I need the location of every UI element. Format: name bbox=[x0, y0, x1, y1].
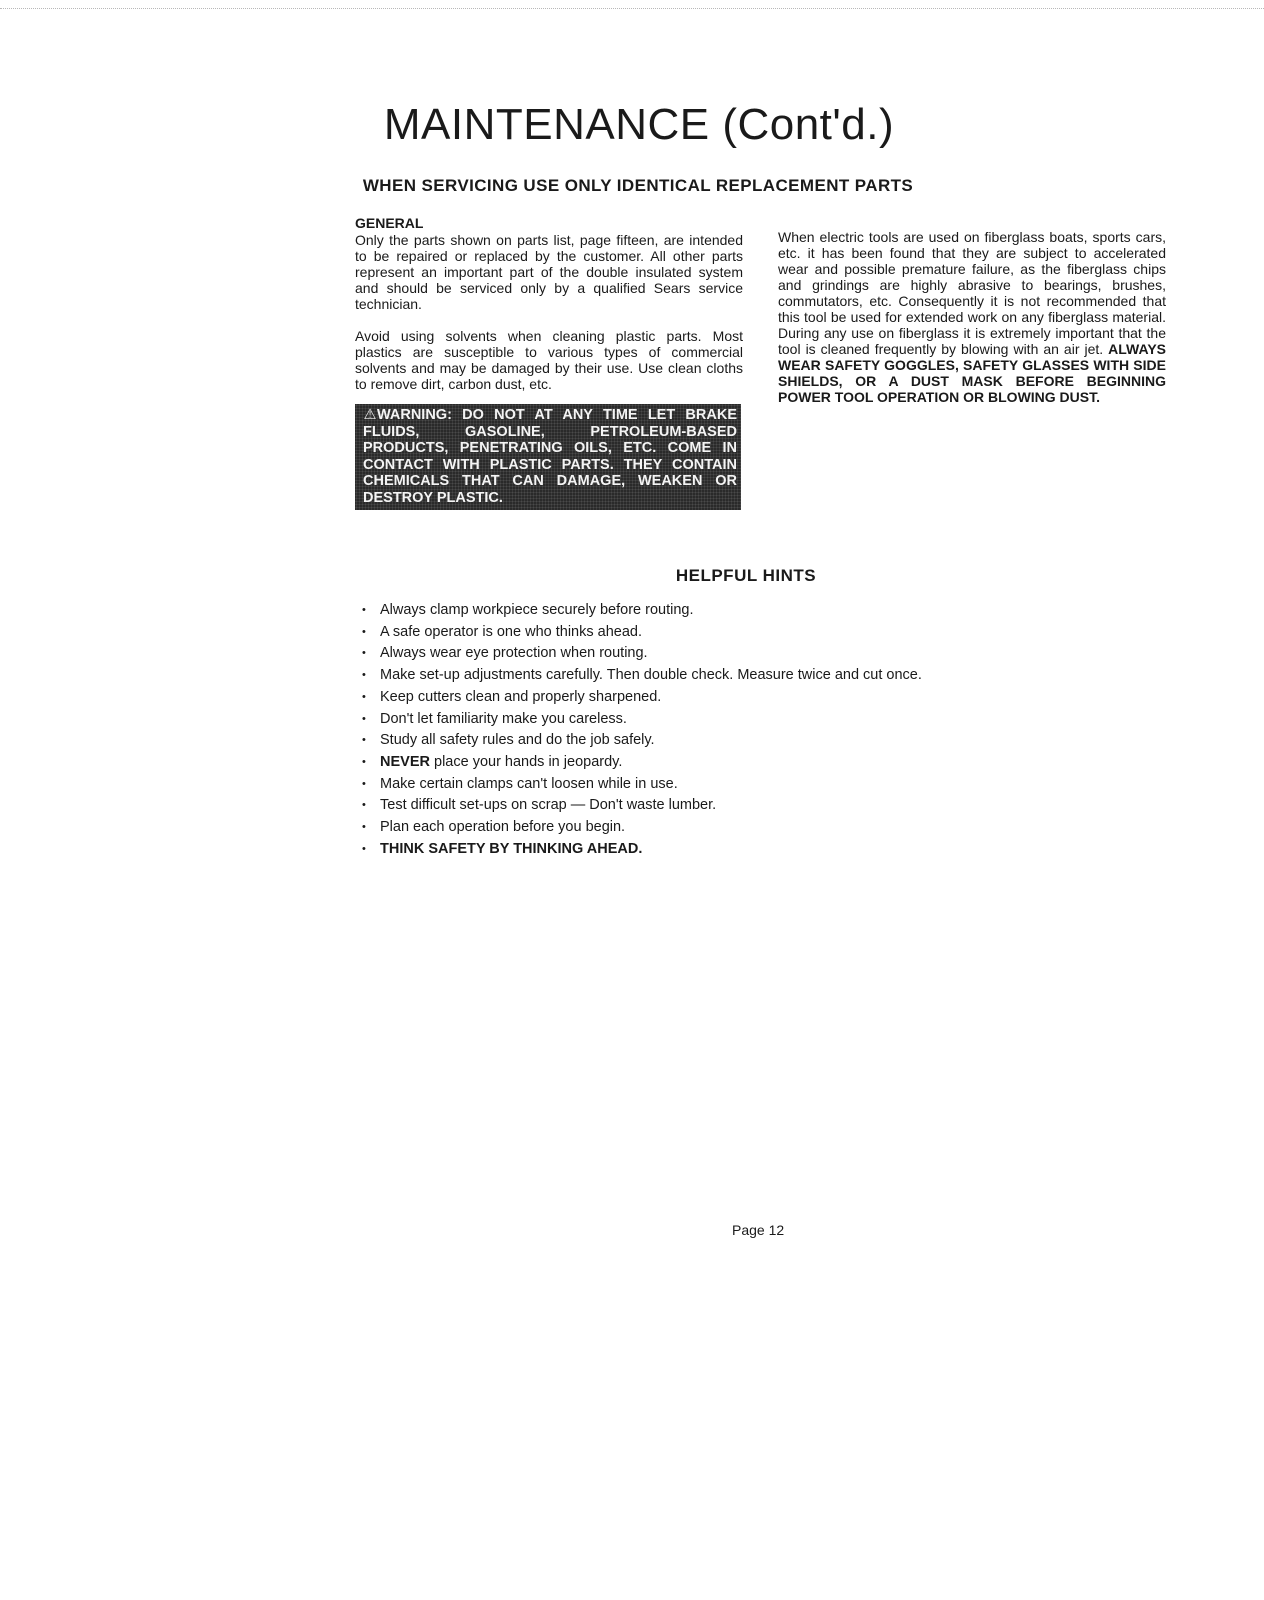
list-item: • Make set-up adjustments carefully. Then double check. Measure twice and cut once. bbox=[362, 665, 1062, 687]
list-item: • Plan each operation before you begin. bbox=[362, 817, 1062, 839]
helpful-hints-list bbox=[362, 600, 1062, 860]
bullet-icon: • bbox=[362, 821, 366, 834]
bullet-icon: • bbox=[362, 842, 366, 855]
bullet-icon: • bbox=[362, 755, 366, 768]
never-emphasis: NEVER bbox=[380, 753, 430, 770]
list-item: • THINK SAFETY BY THINKING AHEAD. bbox=[362, 839, 1062, 861]
left-column bbox=[355, 215, 743, 510]
bullet-icon: • bbox=[362, 625, 366, 638]
list-item: • Study all safety rules and do the job safely. bbox=[362, 730, 1062, 752]
warning-text: WARNING: DO NOT AT ANY TIME LET BRAKE FLUIDS, GASOLINE, PETROLEUM-BASED PRODUCTS, PENETRATING OILS, ETC. COME IN CONTACT WITH PLASTIC PARTS. THEY CONTAIN CHEMICALS THAT CAN DAMAGE, WEAKEN OR DESTROY PLASTIC. bbox=[363, 407, 737, 506]
bullet-icon: • bbox=[362, 647, 366, 660]
bullet-icon: • bbox=[362, 690, 366, 703]
list-item: • Always clamp workpiece securely before routing. bbox=[362, 600, 1062, 622]
list-item: • Keep cutters clean and properly sharpened. bbox=[362, 687, 1062, 709]
bullet-icon: • bbox=[362, 799, 366, 812]
list-item: • Don't let familiarity make you careless. bbox=[362, 709, 1062, 731]
page-title: MAINTENANCE (Cont'd.) bbox=[383, 100, 895, 149]
list-item: • NEVER place your hands in jeopardy. bbox=[362, 752, 1062, 774]
list-item: • Test difficult set-ups on scrap — Don't waste lumber. bbox=[362, 795, 1062, 817]
warning-box bbox=[355, 404, 741, 510]
bullet-icon: • bbox=[362, 777, 366, 790]
section-heading: WHEN SERVICING USE ONLY IDENTICAL REPLACEMENT PARTS bbox=[362, 176, 914, 195]
general-paragraph: Only the parts shown on parts list, page fifteen, are intended to be repaired or replaced by the customer. All other parts represent an important part of the double insulated system and should be serviced only by a qualified Sears service technician. bbox=[355, 232, 743, 312]
bullet-icon: • bbox=[362, 604, 366, 616]
list-item: • Make certain clamps can't loosen while in use. bbox=[362, 774, 1062, 796]
solvents-paragraph: Avoid using solvents when cleaning plastic parts. Most plastics are susceptible to various types of commercial solvents and may be damaged by their use. Use clean cloths to remove dirt, carbon dust, etc. bbox=[355, 328, 743, 392]
general-heading: GENERAL bbox=[355, 215, 424, 231]
fiberglass-text: When electric tools are used on fiberglass boats, sports cars, etc. it has been found that they are subject to accelerated wear and possible premature failure, as the fiberglass chips and grindings are highly abrasive to bearings, brushes, commutators, etc. Consequently it is not recommended that this tool be used for extended work on any fiberglass material. During any use on fiberglass it is extremely important that the tool is cleaned frequently by blowing with an air jet. bbox=[778, 229, 1166, 357]
helpful-hints-heading: HELPFUL HINTS bbox=[675, 566, 817, 585]
right-column bbox=[778, 229, 1166, 405]
fiberglass-paragraph bbox=[778, 229, 1166, 405]
scan-artifact-line bbox=[0, 8, 1264, 13]
list-item: • A safe operator is one who thinks ahead. bbox=[362, 622, 1062, 644]
fiberglass-safety-warning: ALWAYS WEAR SAFETY GOGGLES, SAFETY GLASSES WITH SIDE SHIELDS, OR A DUST MASK BEFORE BEGINNING POWER TOOL OPERATION OR BLOWING DUST. bbox=[778, 341, 1166, 405]
bullet-icon: • bbox=[362, 734, 366, 747]
page-number: Page 12 bbox=[732, 1222, 785, 1238]
bullet-icon: • bbox=[362, 669, 366, 682]
bullet-icon: • bbox=[362, 712, 366, 725]
warning-triangle-icon: ⚠ bbox=[363, 407, 377, 423]
list-item: • Always wear eye protection when routing. bbox=[362, 643, 1062, 665]
